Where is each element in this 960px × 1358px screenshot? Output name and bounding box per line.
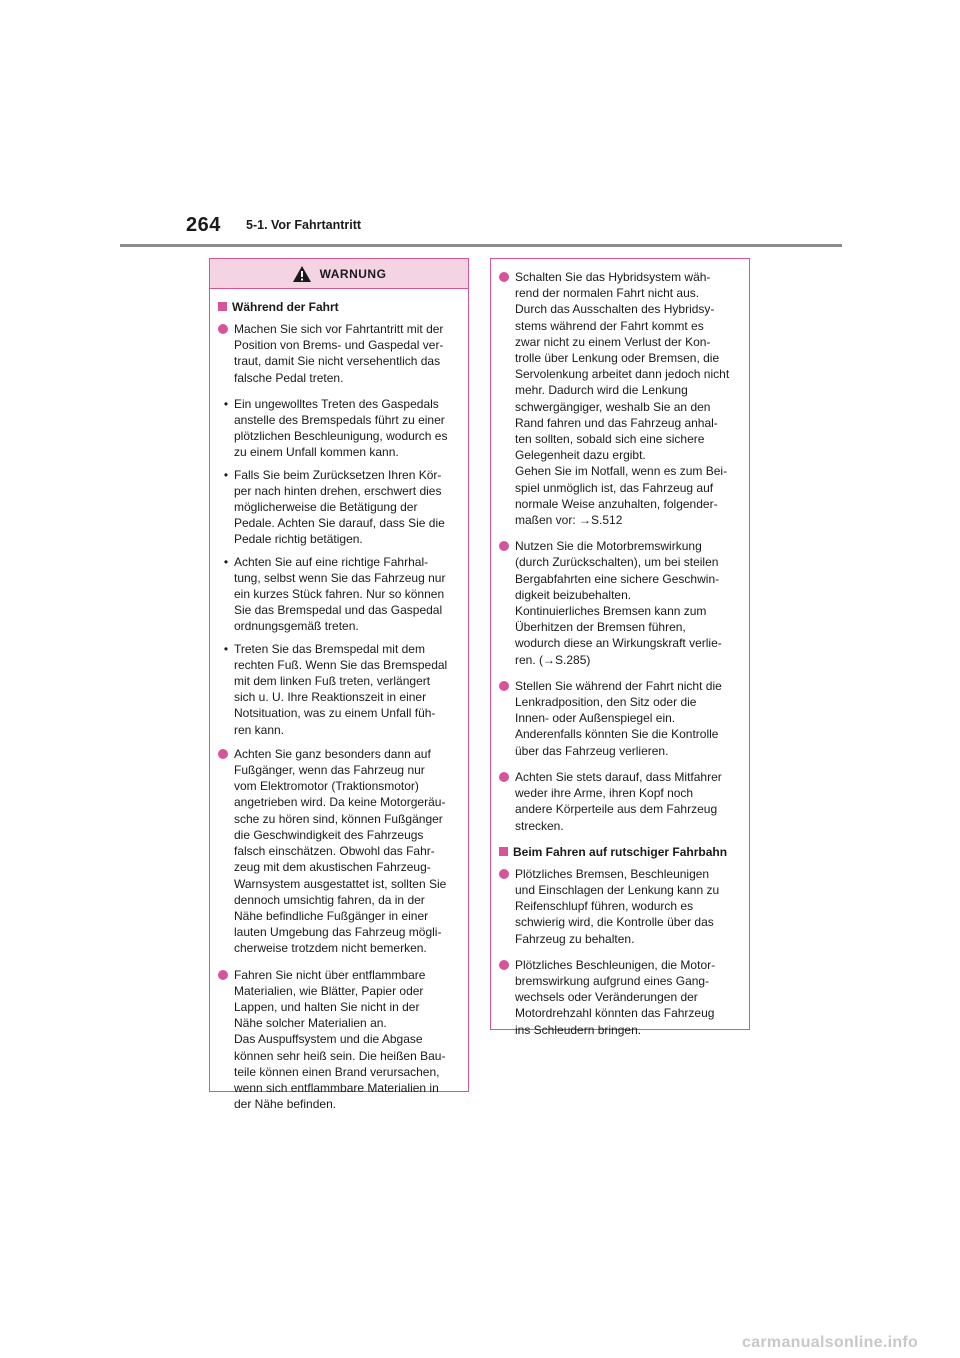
circle-bullet-icon — [499, 869, 509, 879]
warning-box — [209, 258, 469, 1112]
list-item-text: Plötzliches Bremsen, Beschleunigen und Einschlagen der Lenkung kann zu Reifenschlupf führen, wodurch es schwierig wird, die Kontrolle über das Fahrzeug zu behalten. — [515, 866, 720, 946]
subheading-text: Beim Fahren auf rutschiger Fahrbahn — [513, 844, 728, 859]
sub-list-item — [218, 467, 460, 548]
circle-bullet-icon — [499, 541, 509, 551]
subheading-text: Während der Fahrt — [232, 300, 339, 314]
warning-triangle-icon — [292, 265, 312, 283]
list-item-text: Fahren Sie nicht über entflammbare Materialien, wie Blätter, Papier oder Lappen, und halten Sie nicht in der Nähe solcher Materialien an. Das Auspuffsystem und die Abgase können sehr heiß sein. Die heißen Bau- teile können einen Brand verursachen, wenn sich entflammbare Materialien in der Nähe befinden. — [234, 967, 446, 1112]
list-item — [499, 538, 741, 668]
list-item-text: Achten Sie ganz besonders dann auf Fußgänger, wenn das Fahrzeug nur vom Elektromotor (Traktionsmotor) angetrieben wird. Da keine Motorgeräu- sche zu hören sind, können Fußgänger die Geschwindigkeit des Fahrzeugs falsch einschätzen. Obwohl das Fahr- zeug mit dem akustischen Fahrzeug- Warnsystem ausgestattet ist, sollten Sie dennoch umsichtig fahren, da in der Nähe befindliche Fußgänger in einer lauten Umgebung das Fahrzeug mögli- cherweise trotzdem nicht bemerken. — [234, 746, 447, 956]
list-item — [499, 678, 741, 759]
header-rule — [120, 244, 842, 247]
circle-bullet-icon — [218, 324, 228, 334]
sub-list-item — [218, 641, 460, 738]
square-bullet-icon — [218, 302, 227, 311]
circle-bullet-icon — [499, 772, 509, 782]
section-title: 5-1. Vor Fahrtantritt — [246, 218, 362, 232]
sub-list-item — [218, 396, 460, 461]
dot-bullet-icon: • — [223, 554, 229, 569]
list-item — [499, 866, 741, 947]
dot-bullet-icon: • — [223, 641, 229, 656]
warning-header — [210, 259, 468, 289]
circle-bullet-icon — [499, 681, 509, 691]
sub-list-item-text: Ein ungewolltes Treten des Gaspedals anstelle des Bremspedals führt zu einer plötzlichen Beschleunigung, wodurch es zu einem Unfall kommen kann. — [234, 396, 448, 460]
sub-list-item-text: Falls Sie beim Zurücksetzen Ihren Kör- per nach hinten drehen, erschwert dies möglicherweise die Betätigung der Pedale. Achten Sie darauf, dass Sie die Pedale richtig betätigen. — [234, 467, 445, 547]
warning-box-continued — [490, 258, 750, 1037]
sub-bullet-list — [218, 396, 460, 738]
list-item-text: Schalten Sie das Hybridsystem wäh- rend der normalen Fahrt nicht aus. Durch das Ausschalten des Hybridsy- stems während der Fahrt kommt es zwar nicht zu einem Verlust der Kon- trolle über Lenkung oder Bremsen, die Servolenkung arbeitet dann jedoch nicht mehr. Dadurch wird die Lenkung schwergängiger, weshalb Sie an den Rand fahren und das Fahrzeug anhal- ten sollten, sobald sich eine sichere Gelegenheit dazu ergibt. Gehen Sie im Notfall, wenn es zum Bei- spiel unmöglich ist, das Fahrzeug auf normale Weise anzuhalten, folgender- maßen vor: →S.512 — [515, 270, 730, 528]
circle-bullet-icon — [499, 960, 509, 970]
circle-bullet-icon — [218, 970, 228, 980]
sub-list-item-text: Treten Sie das Bremspedal mit dem rechten Fuß. Wenn Sie das Bremspedal mit dem linken Fuß treten, verlängert sich u. U. Ihre Reaktionszeit in einer Notsituation, was zu einem Unfall füh- ren kann. — [234, 641, 448, 737]
dot-bullet-icon: • — [223, 396, 229, 411]
warning-title: WARNUNG — [319, 266, 387, 281]
watermark-text: carmanualsonline.info — [742, 1334, 919, 1351]
list-item — [218, 321, 460, 386]
sub-list-item — [218, 554, 460, 635]
list-item-text: Stellen Sie während der Fahrt nicht die Lenkradposition, den Sitz oder die Innen- oder Außenspiegel ein. Anderenfalls könnten Sie die Kontrolle über das Fahrzeug verlieren. — [515, 678, 722, 758]
page-number: 264 — [186, 214, 221, 236]
list-item — [499, 269, 741, 528]
circle-bullet-icon — [218, 749, 228, 759]
list-item — [218, 967, 460, 1113]
list-item-text: Plötzliches Beschleunigen, die Motor- bremswirkung aufgrund eines Gang- wechsels oder Veränderungen der Motordrehzahl könnten das Fahrzeug ins Schleudern bringen. — [515, 957, 716, 1037]
dot-bullet-icon: • — [223, 467, 229, 482]
square-bullet-icon — [499, 847, 508, 856]
subheading-slippery-road — [499, 844, 741, 860]
list-item-text: Machen Sie sich vor Fahrtantritt mit der Position von Brems- und Gaspedal ver- traut, damit Sie nicht versehentlich das falsche Pedal treten. — [234, 322, 444, 385]
list-item — [499, 769, 741, 834]
sub-list-item-text: Achten Sie auf eine richtige Fahrhal- tung, selbst wenn Sie das Fahrzeug nur ein kurzes Stück fahren. Nur so können Sie das Bremspedal und das Gaspedal ordnungsgemäß treten. — [234, 554, 446, 634]
circle-bullet-icon — [499, 272, 509, 282]
list-item-text: Nutzen Sie die Motorbremswirkung (durch Zurückschalten), um bei steilen Bergabfahrten eine sichere Geschwin- digkeit beizubehalten. Kontinuierliches Bremsen kann zum Überhitzen der Bremsen führen, wodurch diese an Wirkungskraft verlie- ren. (→S.285) — [515, 539, 722, 667]
list-item — [218, 746, 460, 957]
subheading-driving — [218, 299, 460, 315]
list-item — [499, 957, 741, 1038]
list-item-text: Achten Sie stets darauf, dass Mitfahrer weder ihre Arme, ihren Kopf noch andere Körperteile aus dem Fahrzeug strecken. — [515, 769, 722, 833]
